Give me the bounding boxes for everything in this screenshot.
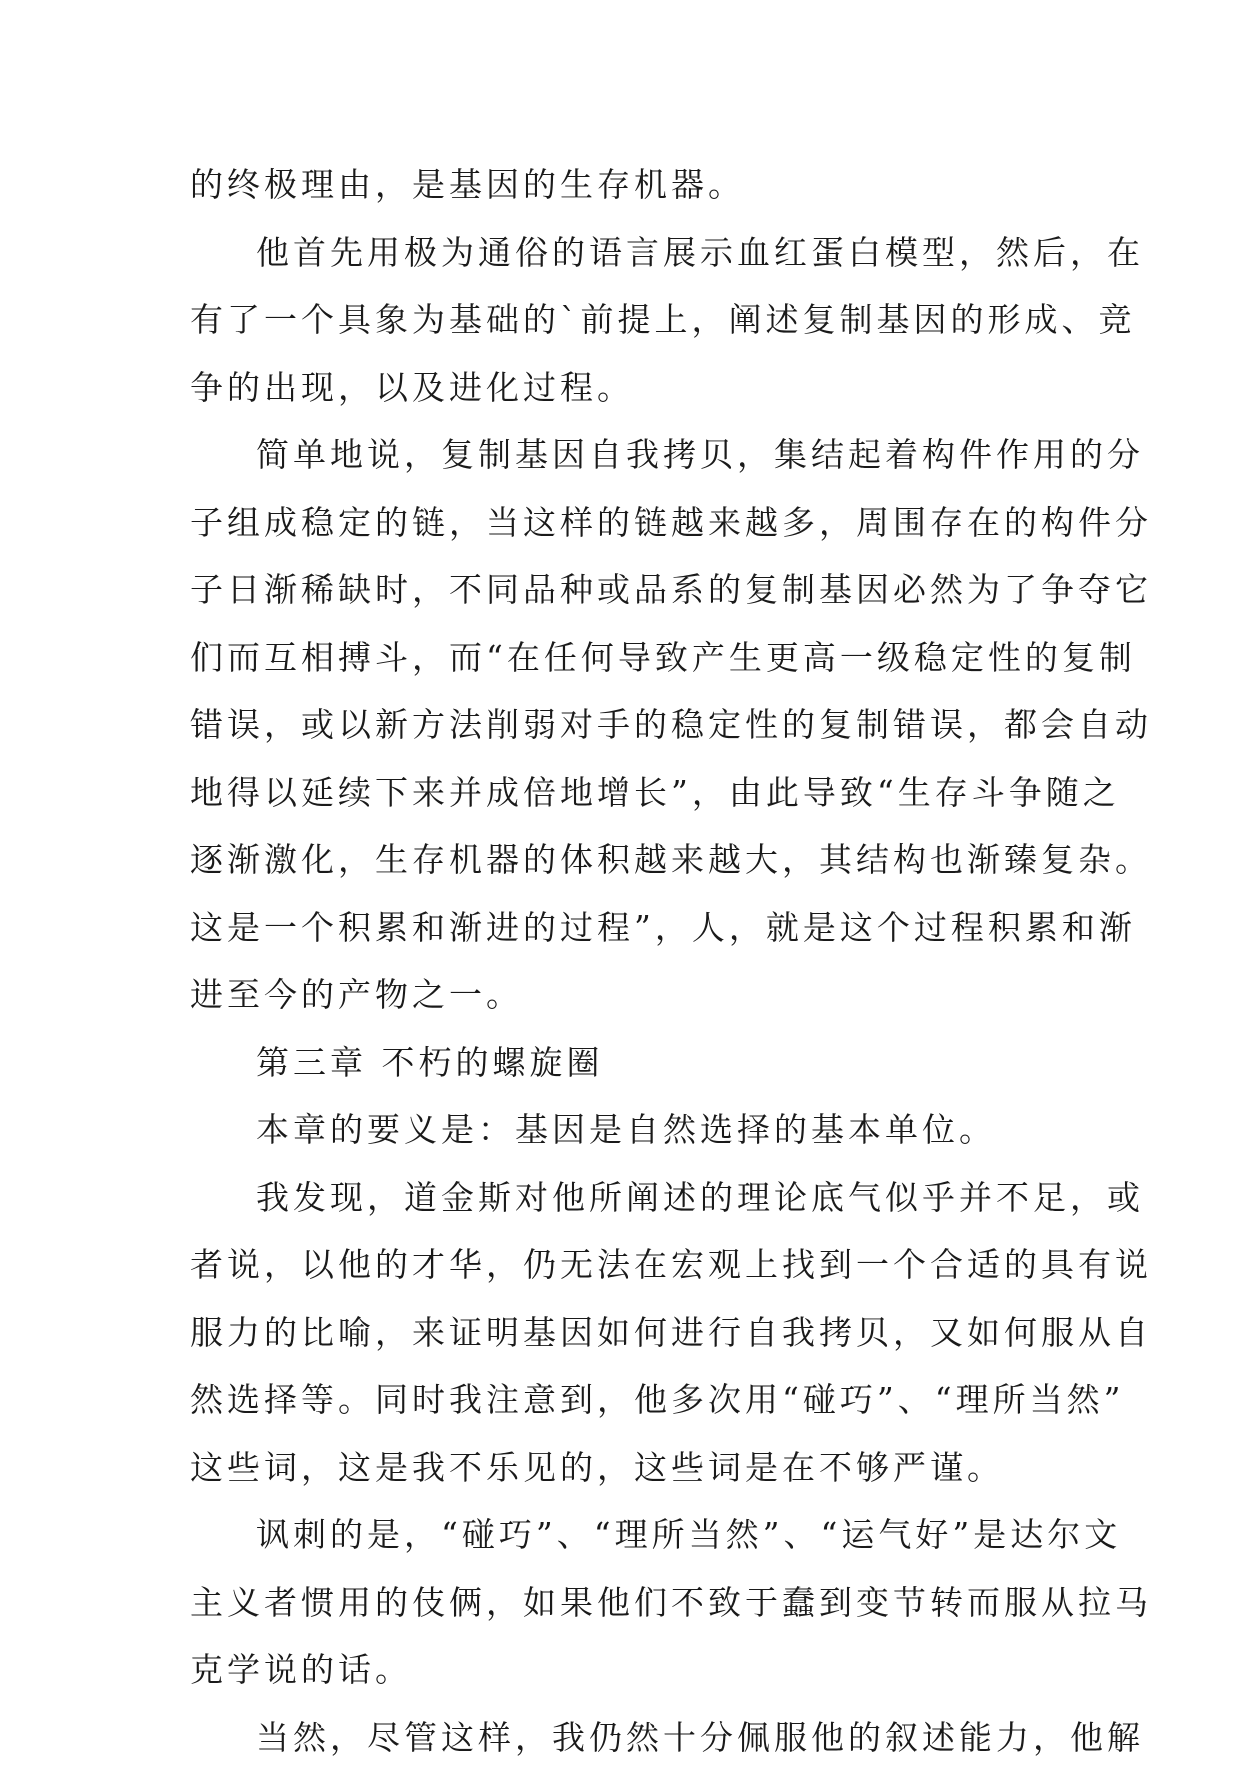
chapter-heading: 第三章 不朽的螺旋圈	[190, 1040, 1070, 1108]
text-line: 争的出现，以及进化过程。	[190, 365, 1070, 433]
text-line: 地得以延续下来并成倍地增长”，由此导致“生存斗争随之	[190, 770, 1070, 838]
text-line: 简单地说，复制基因自我拷贝，集结起着构件作用的分	[190, 432, 1070, 500]
text-line: 者说，以他的才华，仍无法在宏观上找到一个合适的具有说	[190, 1242, 1070, 1310]
text-line: 克学说的话。	[190, 1647, 1070, 1715]
text-line: 有了一个具象为基础的`前提上，阐述复制基因的形成、竞	[190, 297, 1070, 365]
document-body	[190, 162, 1070, 1782]
text-line: 这些词，这是我不乐见的，这些词是在不够严谨。	[190, 1445, 1070, 1513]
text-line: 他首先用极为通俗的语言展示血红蛋白模型，然后，在	[190, 230, 1070, 298]
text-line: 这是一个积累和渐进的过程”，人，就是这个过程积累和渐	[190, 905, 1070, 973]
text-line: 错误，或以新方法削弱对手的稳定性的复制错误，都会自动	[190, 702, 1070, 770]
text-line: 讽刺的是，“碰巧”、“理所当然”、“运气好”是达尔文	[190, 1512, 1070, 1580]
text-line: 进至今的产物之一。	[190, 972, 1070, 1040]
text-line: 主义者惯用的伎俩，如果他们不致于蠢到变节转而服从拉马	[190, 1580, 1070, 1648]
text-line: 服力的比喻，来证明基因如何进行自我拷贝，又如何服从自	[190, 1310, 1070, 1378]
text-line: 子组成稳定的链，当这样的链越来越多，周围存在的构件分	[190, 500, 1070, 568]
text-line: 当然，尽管这样，我仍然十分佩服他的叙述能力，他解	[190, 1715, 1070, 1782]
text-line: 本章的要义是：基因是自然选择的基本单位。	[190, 1107, 1070, 1175]
text-line: 逐渐激化，生存机器的体积越来越大，其结构也渐臻复杂。	[190, 837, 1070, 905]
text-line: 子日渐稀缺时，不同品种或品系的复制基因必然为了争夺它	[190, 567, 1070, 635]
text-line: 然选择等。同时我注意到，他多次用“碰巧”、“理所当然”	[190, 1377, 1070, 1445]
text-line: 我发现，道金斯对他所阐述的理论底气似乎并不足，或	[190, 1175, 1070, 1243]
text-line: 的终极理由，是基因的生存机器。	[190, 162, 1070, 230]
text-line: 们而互相搏斗，而“在任何导致产生更高一级稳定性的复制	[190, 635, 1070, 703]
